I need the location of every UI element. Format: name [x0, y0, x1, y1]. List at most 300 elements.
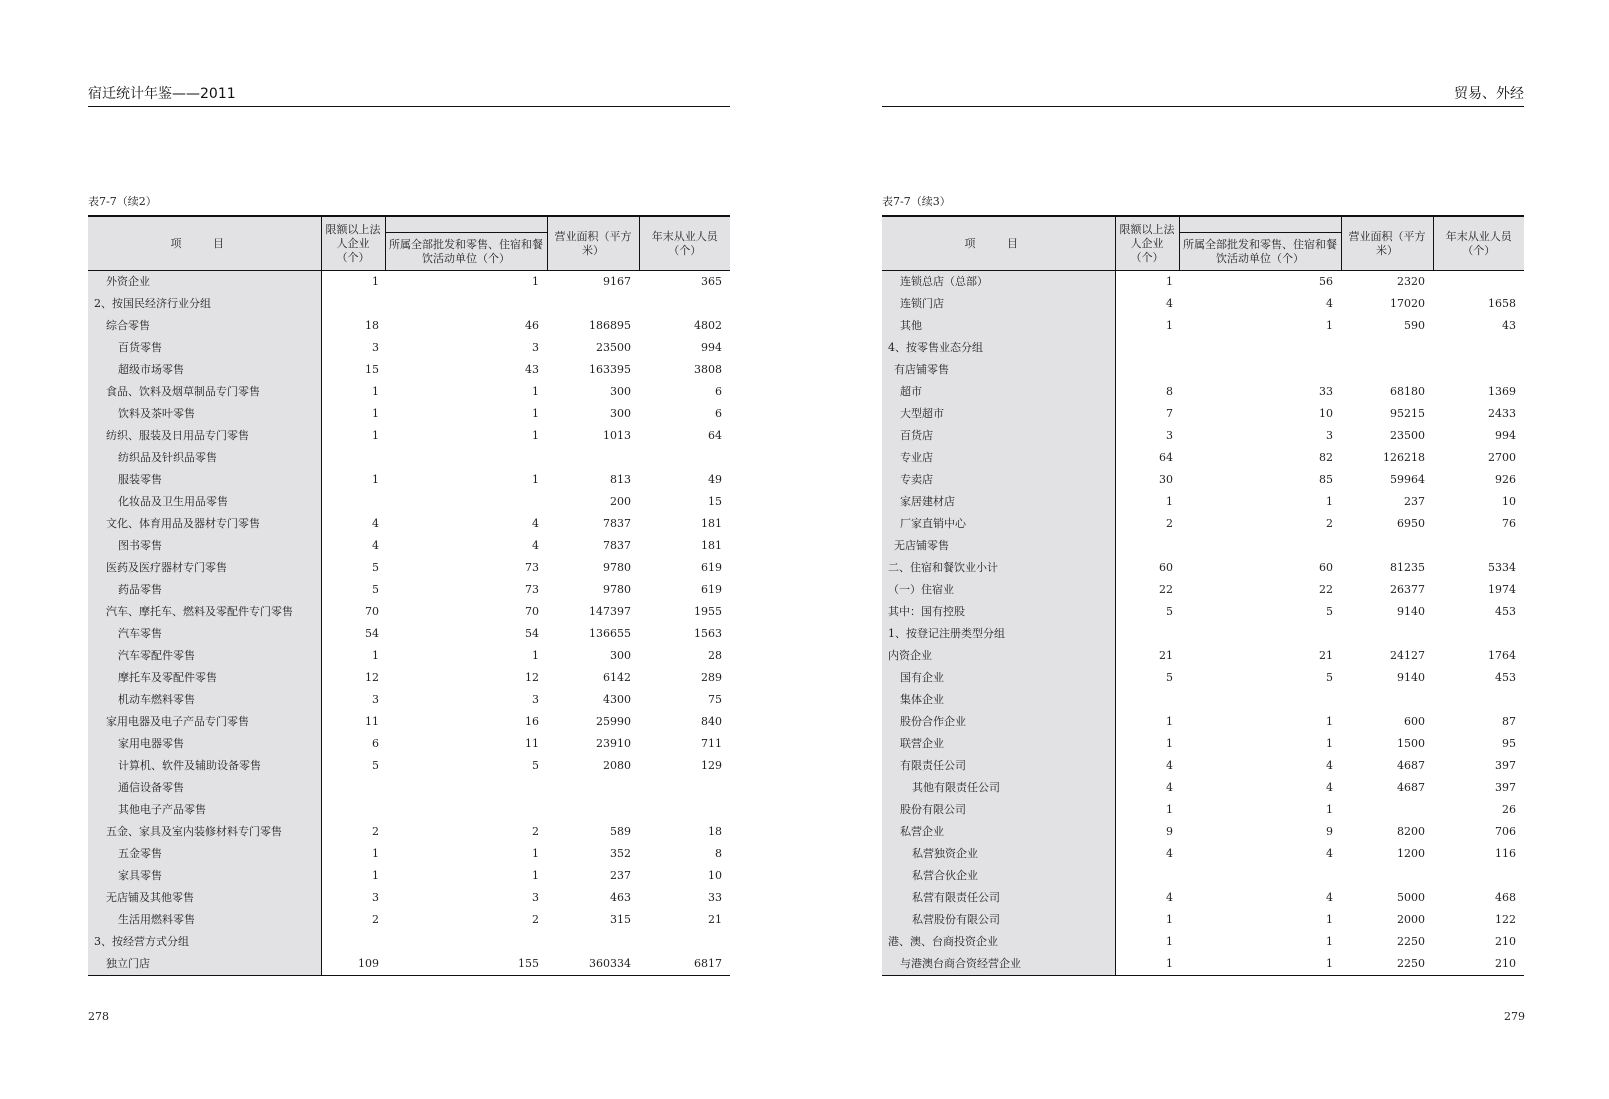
cell-employees	[1433, 535, 1524, 557]
cell-activity-units: 11	[525, 737, 539, 750]
cell-activity-units: 1	[532, 847, 539, 860]
cell-business-area: 2320	[1397, 275, 1425, 288]
cell-employees: 210	[1433, 953, 1524, 976]
cell-activity-units: 22	[1319, 583, 1333, 596]
header-activity-units: 所属全部批发和零售、住宿和餐饮活动单位（个）	[385, 233, 547, 271]
cell-legal-entities: 54	[365, 627, 379, 640]
cell-employees: 21	[708, 913, 722, 926]
cell-activity-units: 1	[532, 385, 539, 398]
cell-business-area: 23910	[596, 737, 631, 750]
cell-employees: 76	[1502, 517, 1516, 530]
cell-business-area	[1341, 623, 1433, 645]
table-row	[882, 799, 1524, 821]
cell-employees	[639, 931, 730, 953]
cell-activity-units: 1	[1326, 715, 1333, 728]
header-legal-entities: 限额以上法人企业（个）	[321, 216, 385, 271]
cell-legal-entities: 1	[372, 649, 379, 662]
row-label: 无店铺及其他零售	[88, 887, 321, 909]
cell-employees: 1563	[694, 627, 722, 640]
cell-business-area: 9140	[1397, 605, 1425, 618]
cell-employees: 28	[708, 649, 722, 662]
row-label: 百货店	[882, 425, 1115, 447]
cell-business-area	[1341, 337, 1433, 359]
header-business-area: 营业面积（平方米）	[1341, 216, 1433, 271]
table-row	[882, 843, 1524, 865]
header-item: 项 目	[882, 216, 1115, 271]
cell-employees: 49	[708, 473, 722, 486]
cell-activity-units: 21	[1319, 649, 1333, 662]
cell-activity-units	[385, 931, 547, 953]
page-number: 279	[1504, 1010, 1525, 1023]
table-caption: 表7-7（续3）	[882, 195, 951, 208]
row-label: 五金、家具及室内装修材料专门零售	[88, 821, 321, 843]
cell-employees: 26	[1502, 803, 1516, 816]
row-label: 大型超市	[882, 403, 1115, 425]
cell-business-area: 24127	[1390, 649, 1425, 662]
cell-business-area: 7837	[603, 517, 631, 530]
table-row	[882, 865, 1524, 887]
cell-legal-entities: 1	[1166, 737, 1173, 750]
statistics-table	[882, 215, 1524, 976]
row-label: 纺织、服装及日用品专门零售	[88, 425, 321, 447]
table-row	[882, 513, 1524, 535]
cell-legal-entities	[321, 447, 385, 469]
table-row	[882, 557, 1524, 579]
running-head-title: 宿迁统计年鉴——2011	[88, 84, 730, 107]
cell-legal-entities: 5	[372, 561, 379, 574]
cell-legal-entities	[1115, 623, 1179, 645]
table-row	[882, 931, 1524, 953]
row-label: 国有企业	[882, 667, 1115, 689]
header-activity-units: 所属全部批发和零售、住宿和餐饮活动单位（个）	[1179, 233, 1341, 271]
row-label: 食品、饮料及烟草制品专门零售	[88, 381, 321, 403]
cell-business-area: 4687	[1397, 759, 1425, 772]
table-row	[882, 359, 1524, 381]
cell-activity-units: 73	[525, 583, 539, 596]
row-label: 私营股份有限公司	[882, 909, 1115, 931]
cell-activity-units: 2	[532, 913, 539, 926]
cell-employees: 43	[1502, 319, 1516, 332]
cell-business-area: 4300	[603, 693, 631, 706]
row-label: 家具零售	[88, 865, 321, 887]
cell-legal-entities: 30	[1159, 473, 1173, 486]
cell-employees: 129	[701, 759, 722, 772]
cell-legal-entities: 5	[372, 583, 379, 596]
cell-employees: 994	[1495, 429, 1516, 442]
cell-employees: 619	[701, 583, 722, 596]
table-row	[882, 293, 1524, 315]
row-label: 港、澳、台商投资企业	[882, 931, 1115, 953]
cell-legal-entities	[1115, 689, 1179, 711]
cell-legal-entities	[321, 293, 385, 315]
cell-business-area: 590	[1404, 319, 1425, 332]
cell-business-area: 186895	[589, 319, 631, 332]
table-row	[88, 447, 730, 469]
header-spacer	[1179, 216, 1341, 233]
cell-legal-entities: 1	[372, 473, 379, 486]
cell-business-area: 81235	[1390, 561, 1425, 574]
row-label: 私营独资企业	[882, 843, 1115, 865]
table-row	[88, 381, 730, 403]
row-label: 连锁门店	[882, 293, 1115, 315]
row-label: 摩托车及零配件零售	[88, 667, 321, 689]
row-label: 超市	[882, 381, 1115, 403]
cell-employees: 4802	[694, 319, 722, 332]
row-label: 机动车燃料零售	[88, 689, 321, 711]
table-row	[88, 931, 730, 953]
cell-business-area: 813	[610, 473, 631, 486]
cell-business-area: 6142	[603, 671, 631, 684]
cell-business-area	[1341, 359, 1433, 381]
cell-employees: 706	[1495, 825, 1516, 838]
cell-activity-units: 4	[1326, 759, 1333, 772]
row-label: 汽车、摩托车、燃料及零配件专门零售	[88, 601, 321, 623]
table-container	[882, 215, 1524, 976]
cell-activity-units: 1	[532, 869, 539, 882]
table-row	[88, 645, 730, 667]
cell-business-area: 25990	[596, 715, 631, 728]
header-item: 项 目	[88, 216, 321, 271]
cell-business-area: 68180	[1390, 385, 1425, 398]
table-row	[88, 359, 730, 381]
cell-business-area: 200	[610, 495, 631, 508]
cell-activity-units: 1	[532, 407, 539, 420]
cell-business-area: 9140	[1397, 671, 1425, 684]
cell-employees: 122	[1495, 913, 1516, 926]
cell-employees	[1433, 865, 1524, 887]
cell-business-area: 163395	[589, 363, 631, 376]
cell-activity-units	[385, 777, 547, 799]
cell-legal-entities: 4	[1166, 781, 1173, 794]
cell-business-area: 5000	[1397, 891, 1425, 904]
table-row	[882, 821, 1524, 843]
table-row	[882, 491, 1524, 513]
cell-business-area: 2250	[1341, 953, 1433, 976]
cell-employees: 6	[715, 385, 722, 398]
table-row	[88, 469, 730, 491]
cell-activity-units: 5	[532, 759, 539, 772]
table-caption: 表7-7（续2）	[88, 195, 157, 208]
cell-legal-entities: 3	[372, 341, 379, 354]
cell-business-area: 352	[610, 847, 631, 860]
header-legal-entities: 限额以上法人企业（个）	[1115, 216, 1179, 271]
cell-business-area: 23500	[1390, 429, 1425, 442]
table-row	[882, 953, 1524, 976]
cell-legal-entities	[321, 799, 385, 821]
cell-activity-units	[1179, 337, 1341, 359]
cell-legal-entities: 64	[1159, 451, 1173, 464]
row-label: 纺织品及针织品零售	[88, 447, 321, 469]
row-label: 二、住宿和餐饮业小计	[882, 557, 1115, 579]
table-row	[88, 887, 730, 909]
cell-business-area: 7837	[603, 539, 631, 552]
cell-employees: 181	[701, 517, 722, 530]
cell-activity-units: 1	[532, 649, 539, 662]
row-label: （一）住宿业	[882, 579, 1115, 601]
row-label: 汽车零售	[88, 623, 321, 645]
cell-activity-units: 2	[532, 825, 539, 838]
table-row	[88, 909, 730, 931]
table-row	[882, 601, 1524, 623]
cell-business-area: 147397	[589, 605, 631, 618]
table-row	[88, 733, 730, 755]
cell-business-area	[1341, 799, 1433, 821]
table-row	[882, 623, 1524, 645]
row-label: 有限责任公司	[882, 755, 1115, 777]
cell-activity-units: 4	[532, 539, 539, 552]
table-row	[88, 403, 730, 425]
cell-activity-units: 1	[1326, 935, 1333, 948]
row-label: 私营企业	[882, 821, 1115, 843]
table-body	[882, 271, 1524, 976]
running-head-section: 贸易、外经	[882, 84, 1524, 107]
cell-employees: 1658	[1488, 297, 1516, 310]
row-label: 家居建材店	[882, 491, 1115, 513]
cell-legal-entities: 3	[1166, 429, 1173, 442]
cell-activity-units	[385, 491, 547, 513]
row-label: 与港澳台商合资经营企业	[882, 953, 1115, 976]
cell-business-area: 9167	[603, 275, 631, 288]
row-label: 股份合作企业	[882, 711, 1115, 733]
cell-activity-units	[385, 447, 547, 469]
cell-legal-entities: 4	[1166, 297, 1173, 310]
cell-legal-entities: 1	[1166, 803, 1173, 816]
cell-business-area: 1013	[603, 429, 631, 442]
cell-employees: 840	[701, 715, 722, 728]
cell-business-area: 2250	[1397, 935, 1425, 948]
cell-legal-entities: 1	[1166, 715, 1173, 728]
row-label: 3、按经营方式分组	[88, 931, 321, 953]
cell-activity-units: 4	[1326, 891, 1333, 904]
cell-legal-entities	[321, 931, 385, 953]
cell-legal-entities: 1	[372, 869, 379, 882]
row-label: 计算机、软件及辅助设备零售	[88, 755, 321, 777]
cell-activity-units: 1	[1326, 495, 1333, 508]
cell-legal-entities	[1115, 337, 1179, 359]
cell-activity-units	[1179, 689, 1341, 711]
row-label: 联营企业	[882, 733, 1115, 755]
cell-activity-units: 46	[525, 319, 539, 332]
cell-activity-units: 1	[532, 275, 539, 288]
table-row	[88, 623, 730, 645]
cell-activity-units: 12	[525, 671, 539, 684]
cell-legal-entities: 1	[1166, 935, 1173, 948]
cell-activity-units: 1	[1326, 737, 1333, 750]
table-row	[882, 689, 1524, 711]
cell-activity-units: 1	[1179, 953, 1341, 976]
cell-legal-entities: 70	[365, 605, 379, 618]
cell-employees: 75	[708, 693, 722, 706]
cell-legal-entities	[1115, 865, 1179, 887]
cell-activity-units: 4	[532, 517, 539, 530]
table-row	[88, 557, 730, 579]
cell-activity-units: 4	[1326, 847, 1333, 860]
cell-employees	[1433, 271, 1524, 294]
cell-employees: 10	[708, 869, 722, 882]
table-row	[882, 315, 1524, 337]
cell-business-area	[1341, 689, 1433, 711]
cell-employees: 6	[715, 407, 722, 420]
cell-business-area: 126218	[1383, 451, 1425, 464]
cell-activity-units	[1179, 535, 1341, 557]
cell-business-area: 26377	[1390, 583, 1425, 596]
header-employees: 年末从业人员（个）	[1433, 216, 1524, 271]
row-label: 私营有限责任公司	[882, 887, 1115, 909]
cell-business-area: 4687	[1397, 781, 1425, 794]
cell-employees: 2700	[1488, 451, 1516, 464]
cell-legal-entities: 3	[372, 693, 379, 706]
cell-legal-entities: 5	[372, 759, 379, 772]
cell-business-area: 6950	[1397, 517, 1425, 530]
cell-employees: 5334	[1488, 561, 1516, 574]
table-row	[88, 293, 730, 315]
table-row	[88, 755, 730, 777]
row-label: 独立门店	[88, 953, 321, 976]
cell-activity-units	[385, 799, 547, 821]
cell-activity-units: 1	[1326, 913, 1333, 926]
cell-employees: 116	[1495, 847, 1516, 860]
cell-legal-entities: 8	[1166, 385, 1173, 398]
cell-activity-units: 3	[532, 341, 539, 354]
page-number: 278	[88, 1010, 109, 1023]
table-row	[88, 799, 730, 821]
row-label: 私营合伙企业	[882, 865, 1115, 887]
cell-employees: 1955	[694, 605, 722, 618]
cell-activity-units: 60	[1319, 561, 1333, 574]
row-label: 内资企业	[882, 645, 1115, 667]
table-row	[882, 645, 1524, 667]
cell-legal-entities: 4	[1166, 759, 1173, 772]
row-label: 超级市场零售	[88, 359, 321, 381]
table-row	[88, 601, 730, 623]
row-label: 有店铺零售	[882, 359, 1115, 381]
row-label: 厂家直销中心	[882, 513, 1115, 535]
cell-activity-units: 16	[525, 715, 539, 728]
cell-employees: 453	[1495, 671, 1516, 684]
cell-legal-entities: 1	[1166, 495, 1173, 508]
table-row	[88, 271, 730, 294]
cell-business-area: 2080	[603, 759, 631, 772]
cell-legal-entities: 2	[372, 913, 379, 926]
cell-activity-units: 70	[525, 605, 539, 618]
table-row	[882, 909, 1524, 931]
row-label: 其中：国有控股	[882, 601, 1115, 623]
cell-activity-units: 9	[1326, 825, 1333, 838]
cell-employees: 397	[1495, 759, 1516, 772]
right-page	[804, 0, 1609, 1099]
cell-activity-units	[1179, 359, 1341, 381]
cell-activity-units: 2	[1326, 517, 1333, 530]
cell-business-area	[1341, 865, 1433, 887]
cell-employees	[1433, 337, 1524, 359]
table-row	[88, 865, 730, 887]
cell-activity-units: 54	[525, 627, 539, 640]
table-row	[88, 513, 730, 535]
cell-employees: 289	[701, 671, 722, 684]
cell-legal-entities: 1	[372, 847, 379, 860]
cell-employees	[639, 799, 730, 821]
table-row	[882, 447, 1524, 469]
table-row	[882, 755, 1524, 777]
table-row	[882, 271, 1524, 294]
cell-activity-units: 73	[525, 561, 539, 574]
row-label: 其他有限责任公司	[882, 777, 1115, 799]
cell-employees: 64	[708, 429, 722, 442]
table-row	[882, 381, 1524, 403]
table-row	[882, 733, 1524, 755]
cell-business-area: 8200	[1397, 825, 1425, 838]
cell-employees: 397	[1495, 781, 1516, 794]
cell-employees: 10	[1502, 495, 1516, 508]
row-label: 五金零售	[88, 843, 321, 865]
cell-employees: 926	[1495, 473, 1516, 486]
table-header	[88, 216, 730, 271]
cell-employees	[1433, 359, 1524, 381]
row-label: 百货零售	[88, 337, 321, 359]
table-row	[88, 579, 730, 601]
cell-legal-entities: 1	[372, 275, 379, 288]
cell-activity-units: 3	[532, 693, 539, 706]
cell-employees: 2433	[1488, 407, 1516, 420]
row-label: 生活用燃料零售	[88, 909, 321, 931]
cell-business-area: 59964	[1390, 473, 1425, 486]
row-label: 集体企业	[882, 689, 1115, 711]
table-row	[88, 953, 730, 976]
table-row	[882, 579, 1524, 601]
cell-employees: 994	[701, 341, 722, 354]
row-label: 其他	[882, 315, 1115, 337]
table-row	[88, 667, 730, 689]
table-row	[882, 711, 1524, 733]
cell-business-area: 300	[610, 407, 631, 420]
cell-business-area: 9780	[603, 583, 631, 596]
cell-employees: 1369	[1488, 385, 1516, 398]
row-label: 通信设备零售	[88, 777, 321, 799]
cell-legal-entities	[1115, 535, 1179, 557]
cell-employees	[639, 777, 730, 799]
cell-legal-entities: 2	[372, 825, 379, 838]
row-label: 文化、体育用品及器材专门零售	[88, 513, 321, 535]
cell-business-area: 589	[610, 825, 631, 838]
cell-legal-entities: 3	[372, 891, 379, 904]
cell-employees: 3808	[694, 363, 722, 376]
cell-employees: 468	[1495, 891, 1516, 904]
row-label: 1、按登记注册类型分组	[882, 623, 1115, 645]
cell-activity-units: 1	[532, 429, 539, 442]
row-label: 家用电器零售	[88, 733, 321, 755]
cell-business-area	[547, 293, 639, 315]
cell-legal-entities: 60	[1159, 561, 1173, 574]
table-row	[88, 843, 730, 865]
cell-business-area: 300	[610, 385, 631, 398]
cell-legal-entities: 6	[372, 737, 379, 750]
row-label: 药品零售	[88, 579, 321, 601]
cell-employees: 1764	[1488, 649, 1516, 662]
statistics-table	[88, 215, 730, 976]
cell-business-area: 136655	[589, 627, 631, 640]
cell-legal-entities: 4	[1166, 847, 1173, 860]
cell-employees: 95	[1502, 737, 1516, 750]
cell-activity-units: 10	[1319, 407, 1333, 420]
table-row	[882, 887, 1524, 909]
cell-business-area: 1500	[1397, 737, 1425, 750]
cell-business-area	[1341, 535, 1433, 557]
row-label: 化妆品及卫生用品零售	[88, 491, 321, 513]
cell-activity-units	[1179, 623, 1341, 645]
cell-activity-units: 4	[1326, 297, 1333, 310]
cell-employees: 711	[701, 737, 722, 750]
header-spacer	[385, 216, 547, 233]
